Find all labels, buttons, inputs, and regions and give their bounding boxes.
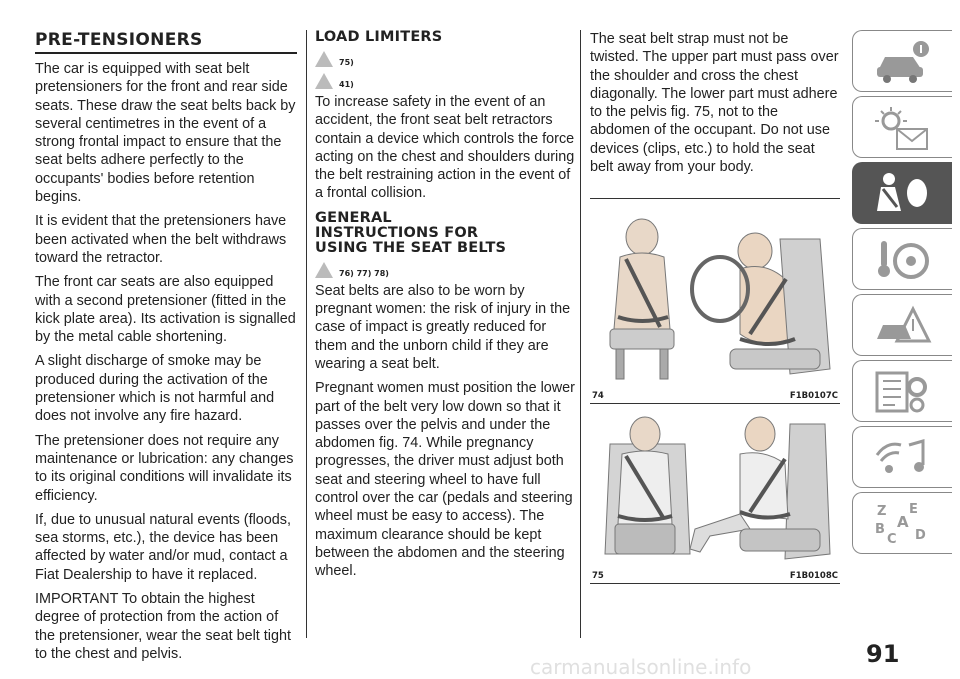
paragraph: To increase safety in the event of an accident, the front seat belt retractors contain a device which controls the force acting on the chest and shoulders during the belt restraining action in the event of a frontal collision. xyxy=(315,94,575,202)
column-divider xyxy=(580,30,581,638)
figure-number: 74 xyxy=(592,391,604,402)
emergency-icon xyxy=(873,303,933,349)
svg-text:B: B xyxy=(875,522,885,537)
tab-safety[interactable] xyxy=(852,162,952,224)
car-info-icon xyxy=(873,39,933,85)
tab-warning-lights[interactable] xyxy=(852,96,952,158)
tab-maintenance[interactable] xyxy=(852,360,952,422)
column-pretensioners xyxy=(35,30,297,669)
paragraph: The front car seats are also equipped with a second pretensioner (fitted in the kick plate area). Its activation is signalled by the metal cable shortening. xyxy=(35,274,296,346)
paragraph: A slight discharge of smoke may be produced during the activation of the pretensioner which is not harmful and does not involve any fire hazard. xyxy=(35,353,275,425)
column-divider xyxy=(306,30,307,638)
section-title-general-line3: USING THE SEAT BELTS xyxy=(315,239,507,256)
pregnant-woman-seatbelt-illustration xyxy=(590,199,840,389)
index-icon xyxy=(873,501,933,547)
caution-ref xyxy=(315,67,575,89)
paragraph: The car is equipped with seat belt pretensioners for the front and rear side seats. These draw the seat belts back by several centimetres in the event of a strong frontal impact to ensure that the seat belts adhere perfectly to the occupants' bodies before retention begins. xyxy=(35,61,296,206)
figure-code: F1B0108C xyxy=(789,571,838,582)
warning-lights-icon xyxy=(873,105,933,151)
figure-75 xyxy=(590,404,840,584)
svg-text:D: D xyxy=(915,528,926,543)
warning-ref-number[interactable]: 75) xyxy=(339,58,354,67)
figure-caption-75 xyxy=(590,569,840,584)
warning-ref-numbers[interactable]: 76) 77) 78) xyxy=(339,268,389,278)
svg-text:A: A xyxy=(897,513,909,531)
warning-triangle-icon xyxy=(315,51,333,67)
chapter-tabs xyxy=(852,30,960,558)
tab-index[interactable] xyxy=(852,492,952,554)
figure-74 xyxy=(590,198,840,404)
key-steering-icon xyxy=(873,237,933,283)
page-number: 91 xyxy=(866,640,900,668)
paragraph: It is evident that the pretensioners have been activated when the belt withdraws toward the retractor. xyxy=(35,213,287,266)
svg-text:E: E xyxy=(909,502,918,517)
watermark: carmanualsonline.info xyxy=(530,655,752,679)
paragraph: Pregnant women must position the lower part of the belt very low down so that it passes over the pelvis and under the abdomen fig. 74. While pregnancy progresses, the driver must adjust both seat and steering wheel to have full control over the car (pedals and steering wheel must be easy to access). The maximum clearance should be kept between the abdomen and the steering wheel. xyxy=(315,380,575,580)
paragraph: Seat belts are also to be worn by pregnant women: the risk of injury in the case of impact is greatly reduced for them and the unborn child if they are wearing a seat belt. xyxy=(315,282,571,372)
maintenance-icon xyxy=(873,369,933,415)
section-title-load-limiters: LOAD LIMITERS xyxy=(315,29,443,45)
column-belt-instructions xyxy=(590,30,840,584)
warning-triangle-icon xyxy=(315,262,333,278)
svg-text:C: C xyxy=(887,532,897,547)
svg-text:Z: Z xyxy=(877,504,887,519)
section-title-general: GENERAL xyxy=(315,209,392,226)
seated-man-seatbelt-illustration xyxy=(590,404,840,569)
warning-ref xyxy=(315,45,575,67)
multimedia-icon xyxy=(873,435,933,481)
paragraph: IMPORTANT To obtain the highest degree of protection from the action of the pretensioner, wear the seat belt tight to the chest and pelvis. xyxy=(35,591,291,662)
warning-ref xyxy=(315,256,575,278)
paragraph: The seat belt strap must not be twisted. The upper part must pass over the shoulder and cross the chest diagonally. The lower part must adhere to the pelvis fig. 75, not to the abdomen of the occupant. Do not use devices (clips, etc.) to hold the seat belt away from your body. xyxy=(590,31,839,176)
paragraph: The pretensioner does not require any maintenance or lubrication: any changes to its original conditions will invalidate its efficiency. xyxy=(35,432,294,504)
column-load-limiters xyxy=(315,30,575,587)
caution-triangle-icon xyxy=(315,73,333,89)
tab-emergency[interactable] xyxy=(852,294,952,356)
tab-multimedia[interactable] xyxy=(852,426,952,488)
section-title-pretensioners: PRE-TENSIONERS xyxy=(35,30,297,54)
figure-number: 75 xyxy=(592,571,604,582)
section-title-general-line2: INSTRUCTIONS FOR xyxy=(315,224,479,241)
tab-starting-driving[interactable] xyxy=(852,228,952,290)
figure-caption-74 xyxy=(590,389,840,404)
seat-airbag-icon xyxy=(873,171,933,217)
figure-code: F1B0107C xyxy=(789,391,838,402)
tab-car-info[interactable] xyxy=(852,30,952,92)
caution-ref-number[interactable]: 41) xyxy=(339,80,354,89)
paragraph: If, due to unusual natural events (floods, sea storms, etc.), the device has been affected by water and/or mud, contact a Fiat Dealership to have it replaced. xyxy=(35,511,291,583)
